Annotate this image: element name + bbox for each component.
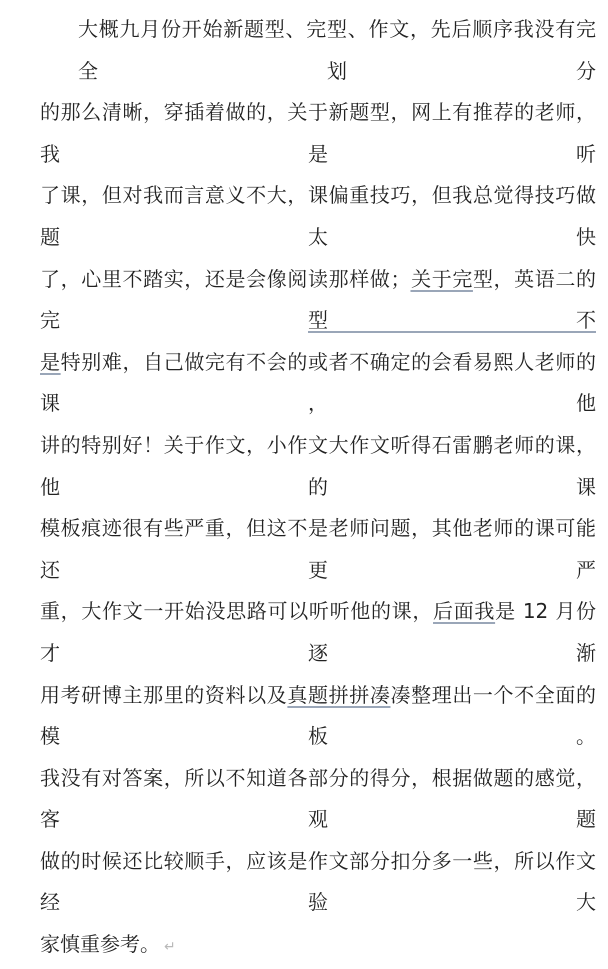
text-segment: 型，英语二的完 [40, 266, 597, 333]
document-body[interactable] [40, 9, 596, 969]
text-segment: 凑整理出一个不全面的模板。 [40, 682, 597, 749]
text-segment: 大概九月份开始新题型、完型、作文，先后顺序我没有完全划分 [78, 17, 596, 83]
grammar-underlined-text: 关于完 [410, 266, 473, 291]
text-segment: 了课，但对我而言意义不大，课偏重技巧，但我总觉得技巧做题太快 [40, 183, 596, 249]
text-segment: 做的时候还比较顺手，应该是作文部分扣分多一些，所以作文经验大 [40, 848, 596, 915]
paragraph-mark-icon: ↵ [164, 939, 176, 956]
text-line [40, 425, 596, 508]
text-line [40, 92, 596, 175]
text-line [40, 9, 596, 92]
text-segment: 是 12 月份才逐渐 [40, 599, 597, 665]
text-line [40, 591, 596, 674]
text-line [40, 175, 596, 258]
text-line [40, 508, 596, 591]
text-line [40, 924, 596, 969]
text-line [40, 675, 596, 758]
text-segment: 我没有对答案，所以不知道各部分的得分，根据做题的感觉，客观题 [40, 765, 596, 832]
text-segment: 讲的特别好！关于作文，小作文大作文听得石雷鹏老师的课，他的课 [40, 432, 596, 499]
text-segment: 特别难，自己做完有不会的或者不确定的会看易熙人老师的课，他 [40, 349, 597, 416]
grammar-underlined-text: 后面我 [433, 599, 496, 624]
grammar-underlined-text: 真题拼拼凑 [287, 682, 391, 707]
grammar-underlined-text: 型不 [308, 308, 596, 333]
text-line [40, 259, 596, 342]
text-segment: 重，大作文一开始没思路可以听听他的课， [40, 599, 434, 624]
text-line [40, 758, 596, 841]
text-line [40, 841, 596, 924]
grammar-underlined-text: 是 [40, 349, 61, 374]
text-segment: 了，心里不踏实，还是会像阅读那样做； [40, 266, 411, 291]
text-segment: 用考研博主那里的资料以及 [40, 682, 288, 707]
text-segment: 模板痕迹很有些严重，但这不是老师问题，其他老师的课可能还更严 [40, 516, 596, 582]
text-segment: 的那么清晰，穿插着做的，关于新题型，网上有推荐的老师，我是听 [40, 100, 596, 166]
text-segment: 家慎重参考。 [40, 932, 160, 957]
text-line [40, 342, 596, 425]
